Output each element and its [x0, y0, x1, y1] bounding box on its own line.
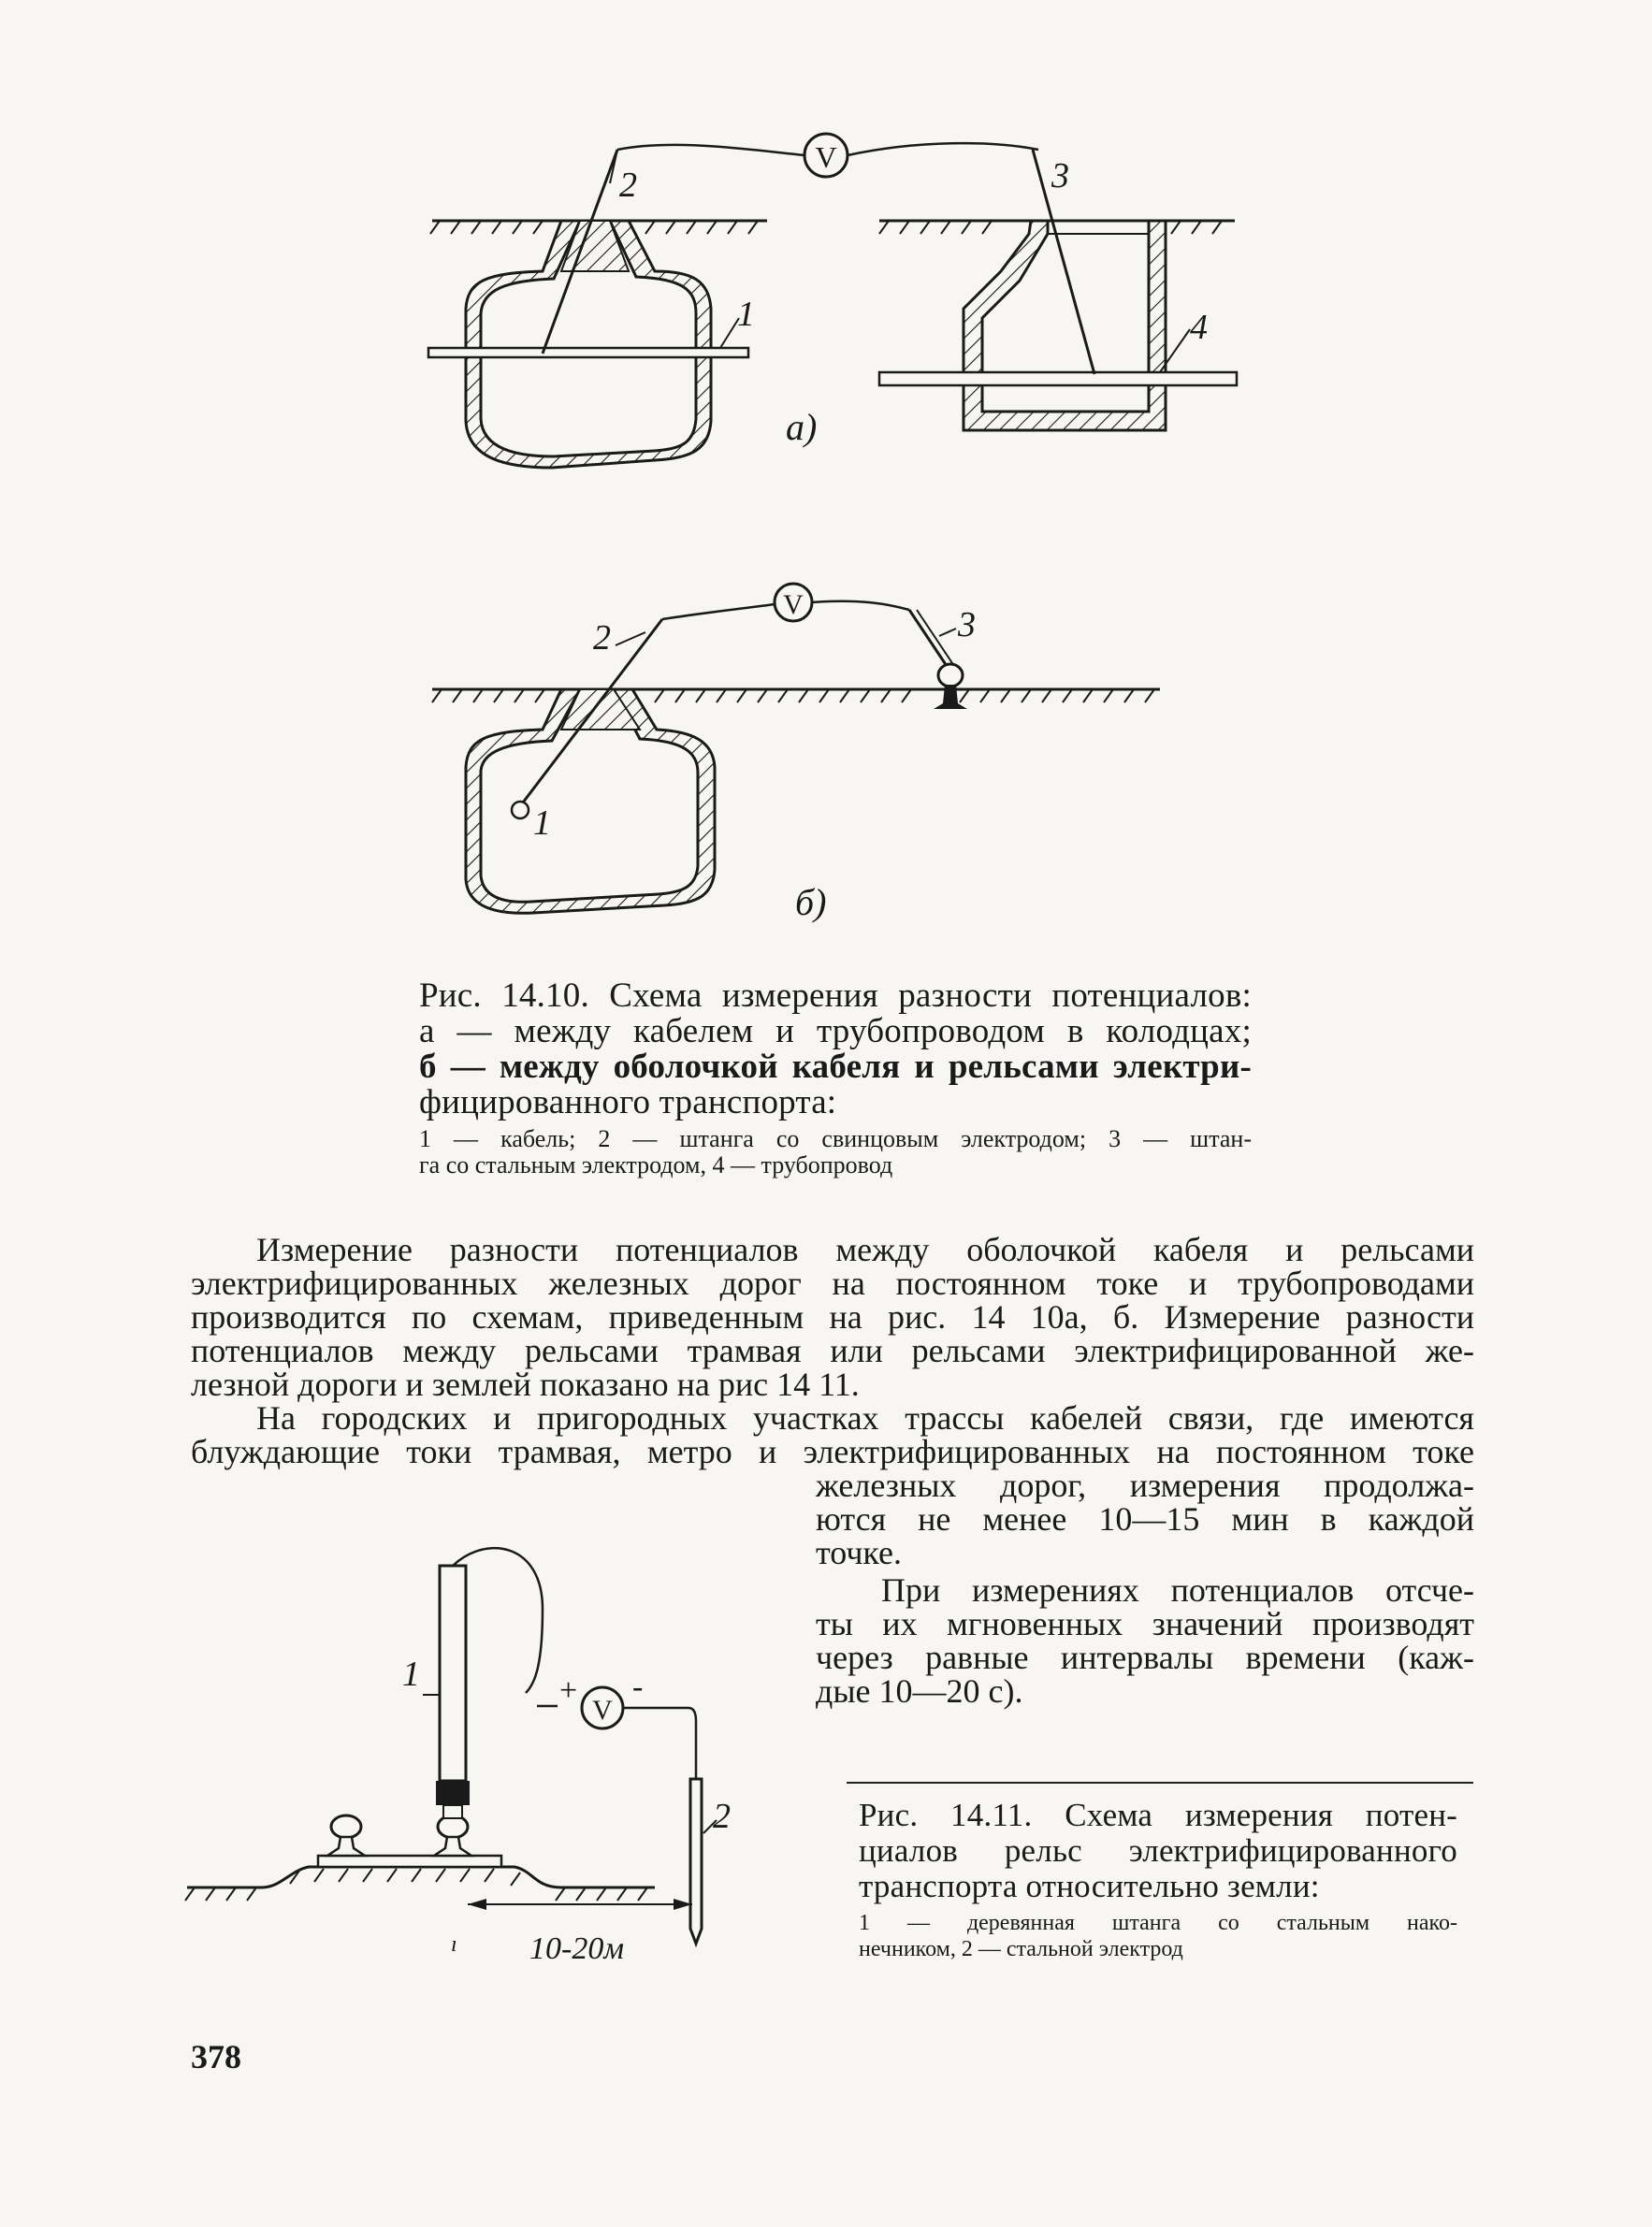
text-line: железных дорог, измерения продолжа-: [816, 1467, 1474, 1504]
text-line: дые 10—20 с).: [816, 1672, 1023, 1710]
label-minus: -: [632, 1670, 644, 1704]
text-line: ты их мгновенных значений производят: [816, 1605, 1474, 1642]
text-line: электрифицированных железных дорог на постоянном токе и трубопроводами: [191, 1265, 1474, 1302]
label-sub-b: б): [795, 881, 827, 923]
meter-v-a: V: [815, 140, 837, 174]
label-2-a: 2: [619, 166, 637, 205]
meter-v-b: V: [783, 589, 804, 620]
label-3-a: 3: [1051, 156, 1069, 195]
label-plus: +: [559, 1673, 578, 1708]
text-line: производится по схемам, приведенным на рис. 14 10а, б. Измерение разности: [191, 1298, 1474, 1336]
text-line: потенциалов между рельсами трамвая или рельсами электрифицированной же-: [191, 1332, 1474, 1369]
text-line: блуждающие токи трамвая, метро и электрифицированных на постоянном токе: [191, 1433, 1474, 1470]
body-paragraphs: [191, 1233, 1474, 1468]
label-4-a: 4: [1190, 308, 1208, 347]
caption-figure-14-11: [859, 1798, 1457, 1962]
label-3-b: 3: [958, 605, 976, 644]
figure-14-10a: [0, 0, 1652, 524]
label-2-b: 2: [593, 618, 611, 658]
label-tick: ı: [451, 1932, 457, 1957]
label-distance: 10-20м: [529, 1931, 625, 1966]
text-line: точке.: [816, 1534, 903, 1571]
text-line: Измерение разности потенциалов между оболочкой кабеля и рельсами: [256, 1231, 1474, 1268]
caption-title: Рис. 14.10. Схема измерения разности потенциалов: а — между кабелем и трубопроводом в колодцах; б — между оболочкой кабеля и рельсами электри- фицированного транспорта:: [419, 976, 1252, 1121]
page-number: 378: [191, 2038, 241, 2075]
text-line: При измерениях потенциалов отсче-: [881, 1571, 1474, 1609]
caption-legend: 1 — деревянная штанга со стальным нако- нечником, 2 — стальной электрод: [859, 1911, 1457, 1961]
label-1-c: 1: [402, 1655, 420, 1694]
figure-14-10b: [0, 542, 1652, 1010]
text-line: На городских и пригородных участках трассы кабелей связи, где имеются: [256, 1399, 1474, 1437]
caption-legend: 1 — кабель; 2 — штанга со свинцовым электродом; 3 — штан- га со стальным электродом, 4 — трубопровод: [419, 1125, 1252, 1179]
text-line: лезной дороги и землей показано на рис 14 11.: [191, 1366, 860, 1403]
caption-divider: [847, 1782, 1473, 1784]
label-sub-a: а): [786, 406, 818, 448]
caption-title: Рис. 14.11. Схема измерения потен- циалов рельс электрифицированного транспорта относительно земли:: [859, 1797, 1457, 1904]
caption-figure-14-10: [419, 978, 1252, 1179]
text-line: через равные интервалы времени (каж-: [816, 1639, 1474, 1676]
meter-v-c: V: [592, 1695, 613, 1726]
label-1-b: 1: [533, 803, 551, 843]
text-line: ются не менее 10—15 мин в каждой: [816, 1500, 1474, 1538]
label-1-a: 1: [737, 295, 755, 334]
label-2-c: 2: [713, 1797, 731, 1836]
